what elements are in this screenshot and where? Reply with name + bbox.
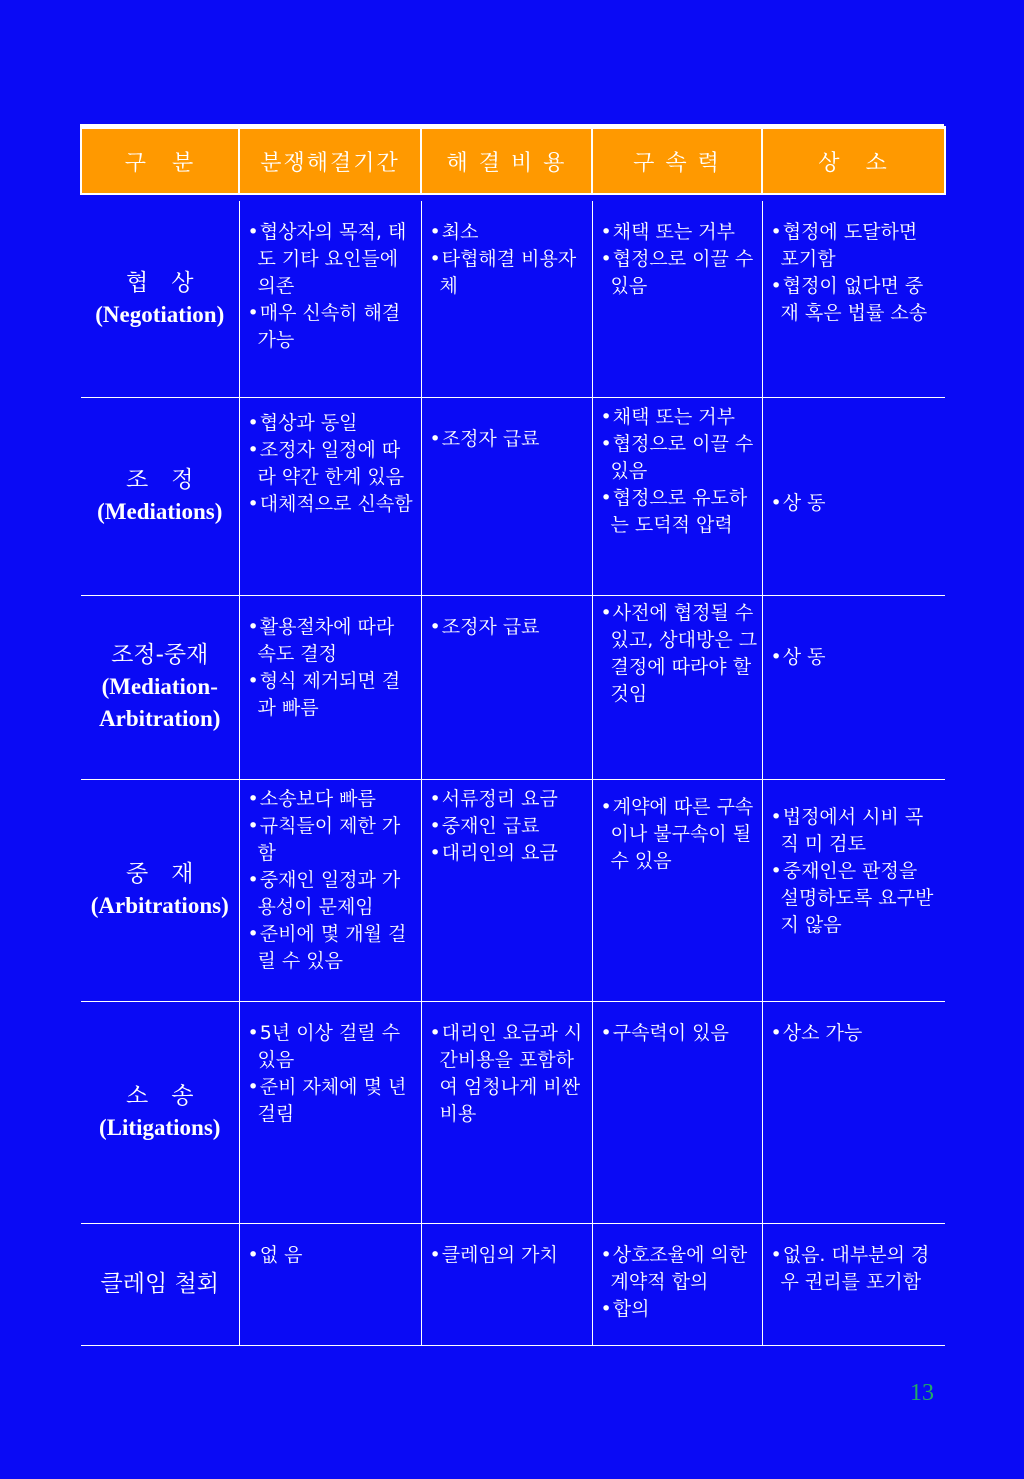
list-item: • 채택 또는 거부 [601, 219, 758, 246]
header-spacer [81, 194, 945, 201]
row-category-english: (Mediation- [101, 674, 218, 699]
list-item: • 서류정리 요금 [430, 786, 588, 813]
page-number: 13 [910, 1380, 934, 1406]
cell-cost [421, 201, 592, 397]
row-category [81, 1001, 239, 1223]
table-row [81, 397, 945, 595]
appeal-list [771, 490, 942, 517]
period-list [248, 1020, 417, 1128]
appeal-list [771, 644, 942, 671]
binding-list [601, 219, 758, 300]
list-item: • 대리인의 요금 [430, 840, 588, 867]
list-item: • 대체적으로 신속함 [248, 491, 417, 518]
list-item: • 상소 가능 [771, 1020, 942, 1047]
appeal-list [771, 804, 942, 939]
cell-binding [592, 595, 762, 779]
list-item: • 준비에 몇 개월 걸릴 수 있음 [248, 921, 417, 975]
period-list [248, 410, 417, 518]
cell-binding [592, 1001, 762, 1223]
row-category-korean: 소 송 [126, 1083, 194, 1109]
cell-cost [421, 397, 592, 595]
list-item: • 조정자 급료 [430, 426, 588, 453]
cell-appeal [762, 1001, 945, 1223]
row-category-english: (Negotiation) [95, 301, 225, 327]
appeal-list [771, 219, 942, 327]
list-item: • 협정이 없다면 중재 혹은 법률 소송 [771, 273, 942, 327]
table-row [81, 201, 945, 397]
list-item: • 대리인 요금과 시간비용을 포함하여 엄청나게 비싼 비용 [430, 1020, 588, 1128]
table-row [81, 1001, 945, 1223]
binding-list [601, 404, 758, 539]
comparison-table-wrap [80, 124, 944, 1346]
row-category-korean: 협 상 [126, 269, 194, 296]
cell-period [239, 397, 421, 595]
list-item: • 소송보다 빠름 [248, 786, 417, 813]
binding-list [601, 1242, 758, 1323]
list-item: • 매우 신속히 해결가능 [248, 300, 417, 354]
header-cost: 해 결 비 용 [421, 128, 592, 195]
table-row [81, 595, 945, 779]
appeal-list [771, 1242, 942, 1296]
cell-cost [421, 595, 592, 779]
row-category [81, 779, 239, 1001]
list-item: • 5년 이상 걸릴 수 있음 [248, 1020, 417, 1074]
header-period: 분쟁해결기간 [239, 128, 421, 195]
table-row [81, 779, 945, 1001]
list-item: • 협정에 도달하면 포기함 [771, 219, 942, 273]
cell-period [239, 1001, 421, 1223]
row-category-korean: 조정-중재 [111, 642, 209, 668]
row-category-korean: 조 정 [126, 467, 194, 493]
list-item: • 없 음 [248, 1242, 417, 1269]
list-item: • 조정자 일정에 따라 약간 한계 있음 [248, 437, 417, 491]
cell-cost [421, 1001, 592, 1223]
list-item: • 클레임의 가치 [430, 1242, 588, 1269]
cost-list [430, 426, 588, 453]
row-category [81, 1223, 239, 1345]
list-item: • 협정으로 이끌 수 있음 [601, 431, 758, 485]
list-item: • 최소 [430, 219, 588, 246]
list-item: • 상 동 [771, 490, 942, 517]
list-item: • 협상자의 목적, 태도 기타 요인들에 의존 [248, 219, 417, 300]
cost-list [430, 1242, 588, 1269]
period-list [248, 786, 417, 975]
table-row [81, 1223, 945, 1345]
list-item: • 채택 또는 거부 [601, 404, 758, 431]
list-item: • 협정으로 이끌 수 있음 [601, 246, 758, 300]
header-appeal: 상 소 [762, 128, 945, 195]
cost-list [430, 1020, 588, 1128]
row-category [81, 397, 239, 595]
row-category-english: (Mediations) [97, 499, 223, 524]
list-item: • 준비 자체에 몇 년 걸림 [248, 1074, 417, 1128]
binding-list [601, 794, 758, 875]
cell-appeal [762, 595, 945, 779]
cell-appeal [762, 1223, 945, 1345]
cell-period [239, 201, 421, 397]
list-item: • 계약에 따른 구속이나 불구속이 될 수 있음 [601, 794, 758, 875]
cell-period [239, 595, 421, 779]
cost-list [430, 786, 588, 867]
list-item: • 형식 제거되면 결과 빠름 [248, 668, 417, 722]
binding-list [601, 1020, 758, 1047]
cell-binding [592, 201, 762, 397]
list-item: • 법정에서 시비 곡직 미 검토 [771, 804, 942, 858]
period-list [248, 1242, 417, 1269]
cell-cost [421, 1223, 592, 1345]
row-category [81, 201, 239, 397]
row-category-english: (Arbitrations) [90, 893, 229, 918]
list-item: • 협정으로 유도하는 도덕적 압력 [601, 485, 758, 539]
cell-appeal [762, 397, 945, 595]
table-header-row [81, 128, 945, 195]
list-item: • 중재인은 판정을 설명하도록 요구받지 않음 [771, 858, 942, 939]
cell-binding [592, 397, 762, 595]
header-category: 구 분 [81, 128, 239, 195]
list-item: • 구속력이 있음 [601, 1020, 758, 1047]
row-category-english: Arbitration) [99, 706, 221, 731]
cost-list [430, 219, 588, 300]
list-item: • 조정자 급료 [430, 614, 588, 641]
row-category [81, 595, 239, 779]
list-item: • 중재인 급료 [430, 813, 588, 840]
cell-binding [592, 779, 762, 1001]
list-item: • 협상과 동일 [248, 410, 417, 437]
list-item: • 중재인 일정과 가용성이 문제임 [248, 867, 417, 921]
list-item: • 활용절차에 따라 속도 결정 [248, 614, 417, 668]
row-category-korean: 클레임 철회 [100, 1271, 219, 1297]
dispute-resolution-comparison-table [80, 126, 946, 1346]
list-item: • 규칙들이 제한 가함 [248, 813, 417, 867]
binding-list [601, 600, 758, 708]
header-binding: 구 속 력 [592, 128, 762, 195]
list-item: • 합의 [601, 1296, 758, 1323]
list-item: • 사전에 협정될 수 있고, 상대방은 그 결정에 따라야 할 것임 [601, 600, 758, 708]
list-item: • 상호조율에 의한 계약적 합의 [601, 1242, 758, 1296]
table-body [81, 201, 945, 1345]
period-list [248, 614, 417, 722]
cell-period [239, 779, 421, 1001]
row-category-english: (Litigations) [99, 1115, 221, 1140]
list-item: • 상 동 [771, 644, 942, 671]
cell-appeal [762, 201, 945, 397]
cell-appeal [762, 779, 945, 1001]
appeal-list [771, 1020, 942, 1047]
cell-cost [421, 779, 592, 1001]
list-item: • 없음. 대부분의 경우 권리를 포기함 [771, 1242, 942, 1296]
cell-period [239, 1223, 421, 1345]
cell-binding [592, 1223, 762, 1345]
cost-list [430, 614, 588, 641]
list-item: • 타협해결 비용자체 [430, 246, 588, 300]
period-list [248, 219, 417, 354]
row-category-korean: 중 재 [126, 861, 194, 887]
